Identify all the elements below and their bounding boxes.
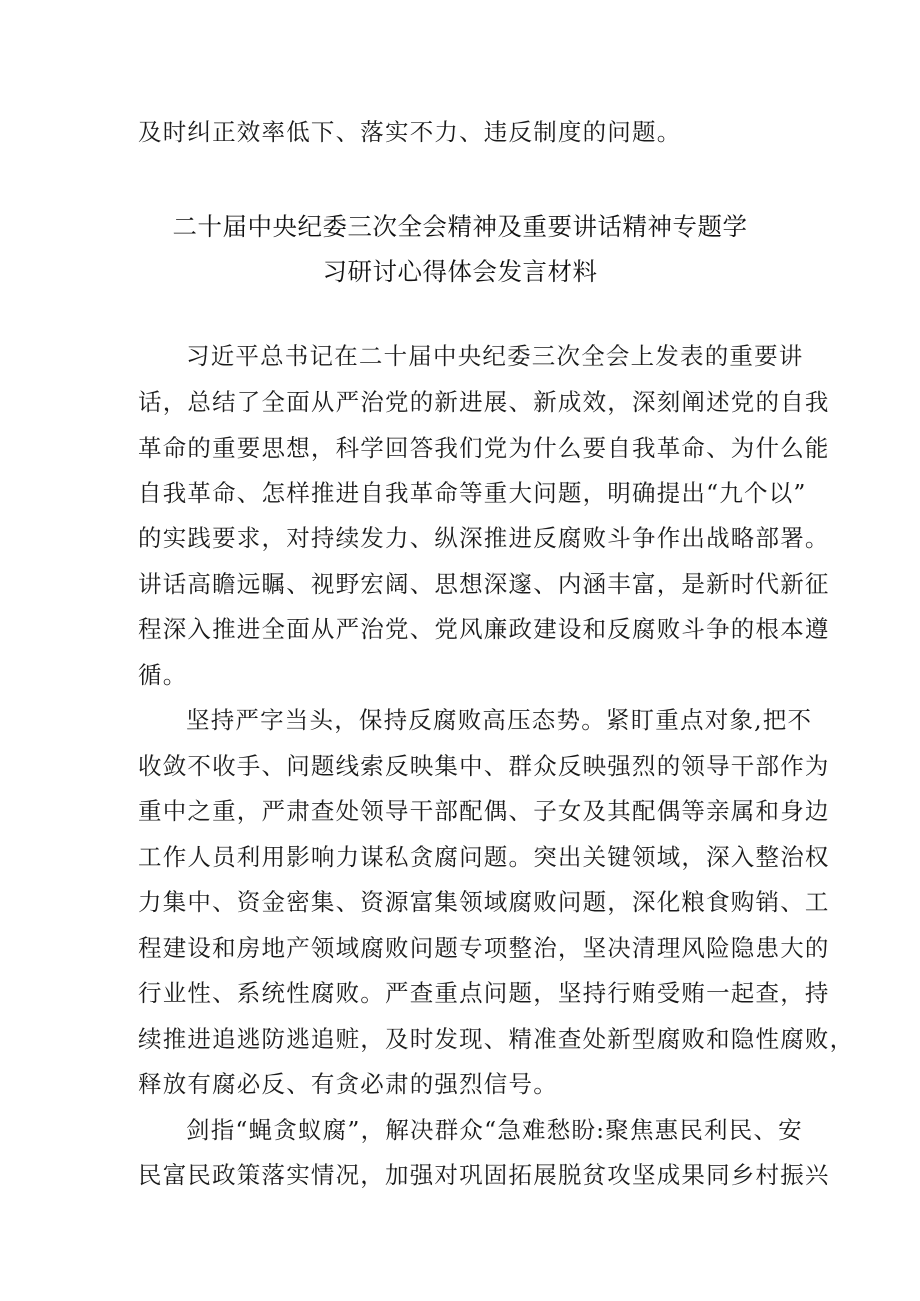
paragraph-line: 释放有腐必反、有贪必肃的强烈信号。 — [138, 1070, 558, 1098]
paragraph-line: 重中之重，严肃查处领导干部配偶、子女及其配偶等亲属和身边 — [138, 797, 830, 825]
paragraph-line: 收敛不收手、问题线索反映集中、群众反映强烈的领导干部作为 — [138, 752, 830, 780]
paragraph-line: 行业性、系统性腐败。严查重点问题，坚持行贿受贿一起查，持 — [138, 979, 830, 1007]
paragraph-line: 自我革命、怎样推进自我革命等重大问题，明确提出“九个以” — [138, 479, 807, 507]
paragraph-line: 续推进追逃防逃追赃，及时发现、精准查处新型腐败和隐性腐败， — [138, 1025, 855, 1053]
paragraph-line: 坚持严字当头，保持反腐败高压态势。紧盯重点对象,把不 — [186, 706, 813, 734]
paragraph-line: 力集中、资金密集、资源富集领域腐败问题，深化粮食购销、工 — [138, 888, 830, 916]
paragraph-line: 程深入推进全面从严治党、党风廉政建设和反腐败斗争的根本遵 — [138, 615, 830, 643]
title-line-2: 习研讨心得体会发言材料 — [322, 257, 598, 286]
paragraph-line: 革命的重要思想，科学回答我们党为什么要自我革命、为什么能 — [138, 434, 830, 462]
paragraph-line: 民富民政策落实情况，加强对巩固拓展脱贫攻坚成果同乡村振兴 — [138, 1161, 830, 1189]
paragraph-line: 讲话高瞻远瞩、视野宏阔、思想深邃、内涵丰富，是新时代新征 — [138, 570, 830, 598]
paragraph-line: 的实践要求，对持续发力、纵深推进反腐败斗争作出战略部署。 — [138, 524, 830, 552]
continuation-line: 及时纠正效率低下、落实不力、违反制度的问题。 — [138, 118, 682, 146]
paragraph-line: 剑指“蝇贪蚁腐”，解决群众“急难愁盼:聚焦惠民利民、安 — [186, 1116, 803, 1144]
paragraph-line: 话，总结了全面从严治党的新进展、新成效，深刻阐述党的自我 — [138, 388, 830, 416]
paragraph-line: 程建设和房地产领域腐败问题专项整治，坚决清理风险隐患大的 — [138, 934, 830, 962]
paragraph-line: 习近平总书记在二十届中央纪委三次全会上发表的重要讲 — [186, 342, 804, 370]
paragraph-line: 循。 — [138, 661, 188, 689]
paragraph-line: 工作人员利用影响力谋私贪腐问题。突出关键领域，深入整治权 — [138, 843, 830, 871]
title-line-1: 二十届中央纪委三次全会精神及重要讲话精神专题学 — [172, 212, 748, 241]
